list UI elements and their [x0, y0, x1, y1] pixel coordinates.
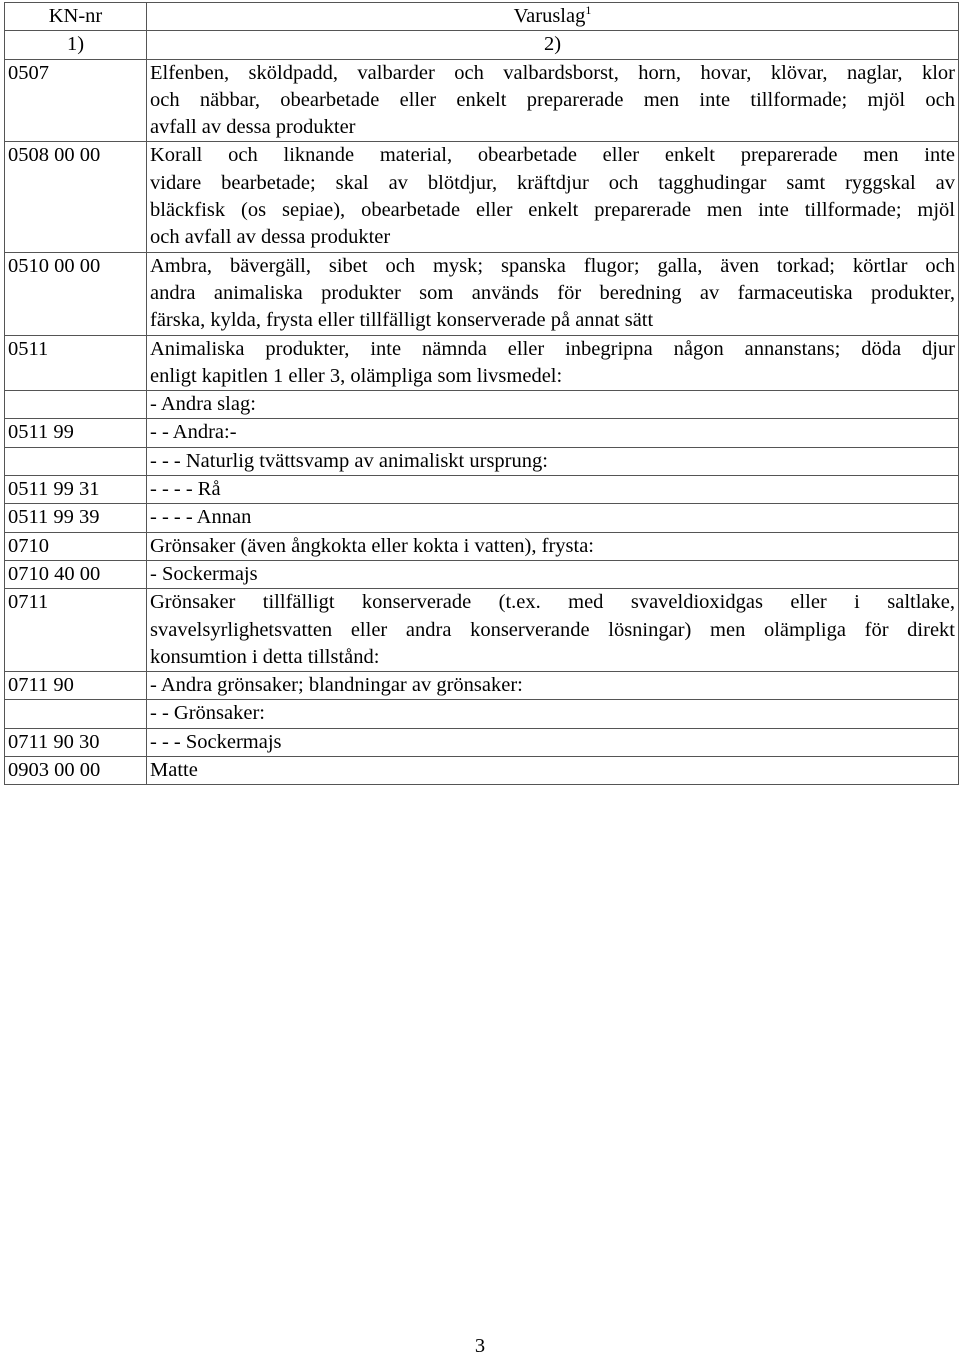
header-number-row	[5, 31, 959, 59]
column-header-varuslag	[147, 3, 959, 31]
description-line: Elfenben, sköldpadd, valbarder och valbardsborst, horn, hovar, klövar, naglar, klor	[150, 61, 955, 84]
description-line: - Andra grönsaker; blandningar av grönsaker:	[150, 674, 523, 697]
description-cell	[147, 142, 959, 252]
description-cell	[147, 476, 959, 504]
table-header	[5, 3, 959, 60]
kn-code-cell: 0711 90 30	[5, 728, 147, 756]
kn-code-cell: 0711 90	[5, 672, 147, 700]
description-cell	[147, 59, 959, 142]
description-line: vidare bearbetade; skal av blötdjur, kräftdjur och tagghudingar samt ryggskal av	[150, 171, 955, 194]
description-line: Korall och liknande material, obearbetade eller enkelt preparerade men inte	[150, 144, 955, 167]
kn-code-cell: 0903 00 00	[5, 757, 147, 785]
table-row	[5, 672, 959, 700]
kn-code-cell: 0507	[5, 59, 147, 142]
column-header-varuslag-text: Varuslag	[513, 5, 586, 27]
column-number-2: 2)	[147, 31, 959, 59]
description-line: - - - - Annan	[150, 506, 252, 529]
kn-code-cell	[5, 447, 147, 475]
description-line: - - - - Rå	[150, 478, 221, 501]
kn-code-cell: 0511	[5, 335, 147, 391]
description-line: Grönsaker tillfälligt konserverade (t.ex. med svaveldioxidgas eller i saltlake,	[150, 591, 955, 614]
table-body	[5, 59, 959, 785]
description-line: Animaliska produkter, inte nämnda eller inbegripna någon annanstans; döda djur	[150, 337, 955, 360]
description-line: - - - Naturlig tvättsvamp av animaliskt ursprung:	[150, 449, 548, 472]
description-cell	[147, 672, 959, 700]
description-line: enligt kapitlen 1 eller 3, olämpliga som livsmedel:	[150, 364, 563, 387]
description-line: avfall av dessa produkter	[150, 116, 356, 139]
description-cell	[147, 532, 959, 560]
description-line: - - Andra:-	[150, 421, 237, 444]
description-line: bläckfisk (os sepiae), obearbetade eller enkelt preparerade men inte tillformade; mjöl	[150, 199, 955, 222]
table-row	[5, 391, 959, 419]
description-cell	[147, 335, 959, 391]
table-row	[5, 532, 959, 560]
description-cell	[147, 757, 959, 785]
description-line: - - - Sockermajs	[150, 730, 282, 753]
page-number: 3	[474, 1335, 486, 1357]
table-row	[5, 700, 959, 728]
table-row	[5, 589, 959, 672]
description-cell	[147, 728, 959, 756]
description-line: färska, kylda, frysta eller tillfälligt konserverade på annat sätt	[150, 309, 654, 332]
description-line: - Sockermajs	[150, 562, 258, 585]
table-row	[5, 757, 959, 785]
description-line: och avfall av dessa produkter	[150, 226, 391, 249]
description-line: Matte	[150, 759, 198, 782]
kn-code-cell: 0511 99	[5, 419, 147, 447]
description-cell	[147, 252, 959, 335]
column-number-1: 1)	[5, 31, 147, 59]
description-line: andra animaliska produkter som används för beredning av farmaceutiska produkter,	[150, 281, 955, 304]
description-cell	[147, 504, 959, 532]
description-cell	[147, 447, 959, 475]
description-line: och näbbar, obearbetade eller enkelt preparerade men inte tillformade; mjöl och	[150, 88, 955, 111]
description-cell	[147, 419, 959, 447]
footnote-marker: 1	[585, 3, 592, 18]
kn-code-cell: 0508 00 00	[5, 142, 147, 252]
description-cell	[147, 700, 959, 728]
tariff-table	[4, 2, 959, 785]
kn-code-cell: 0511 99 31	[5, 476, 147, 504]
kn-code-cell: 0710	[5, 532, 147, 560]
description-line: Ambra, bävergäll, sibet och mysk; spanska flugor; galla, även torkad; körtlar och	[150, 254, 955, 277]
column-header-kn-nr: KN-nr	[5, 3, 147, 31]
table-row	[5, 419, 959, 447]
description-line: svavelsyrlighetsvatten eller andra konserverande lösningar) men olämpliga för direkt	[150, 618, 955, 641]
table-row	[5, 476, 959, 504]
description-line: Grönsaker (även ångkokta eller kokta i vatten), frysta:	[150, 534, 594, 557]
description-cell	[147, 560, 959, 588]
kn-code-cell: 0710 40 00	[5, 560, 147, 588]
description-line: - Andra slag:	[150, 393, 256, 416]
description-cell	[147, 391, 959, 419]
table-row	[5, 252, 959, 335]
kn-code-cell	[5, 391, 147, 419]
table-row	[5, 335, 959, 391]
table-row	[5, 142, 959, 252]
kn-code-cell: 0511 99 39	[5, 504, 147, 532]
description-line: konsumtion i detta tillstånd:	[150, 645, 380, 668]
kn-code-cell: 0510 00 00	[5, 252, 147, 335]
description-cell	[147, 589, 959, 672]
header-title-row	[5, 3, 959, 31]
table-row	[5, 728, 959, 756]
kn-code-cell	[5, 700, 147, 728]
kn-code-cell: 0711	[5, 589, 147, 672]
table-row	[5, 447, 959, 475]
table-row	[5, 59, 959, 142]
table-row	[5, 504, 959, 532]
table-row	[5, 560, 959, 588]
description-line: - - Grönsaker:	[150, 702, 265, 725]
